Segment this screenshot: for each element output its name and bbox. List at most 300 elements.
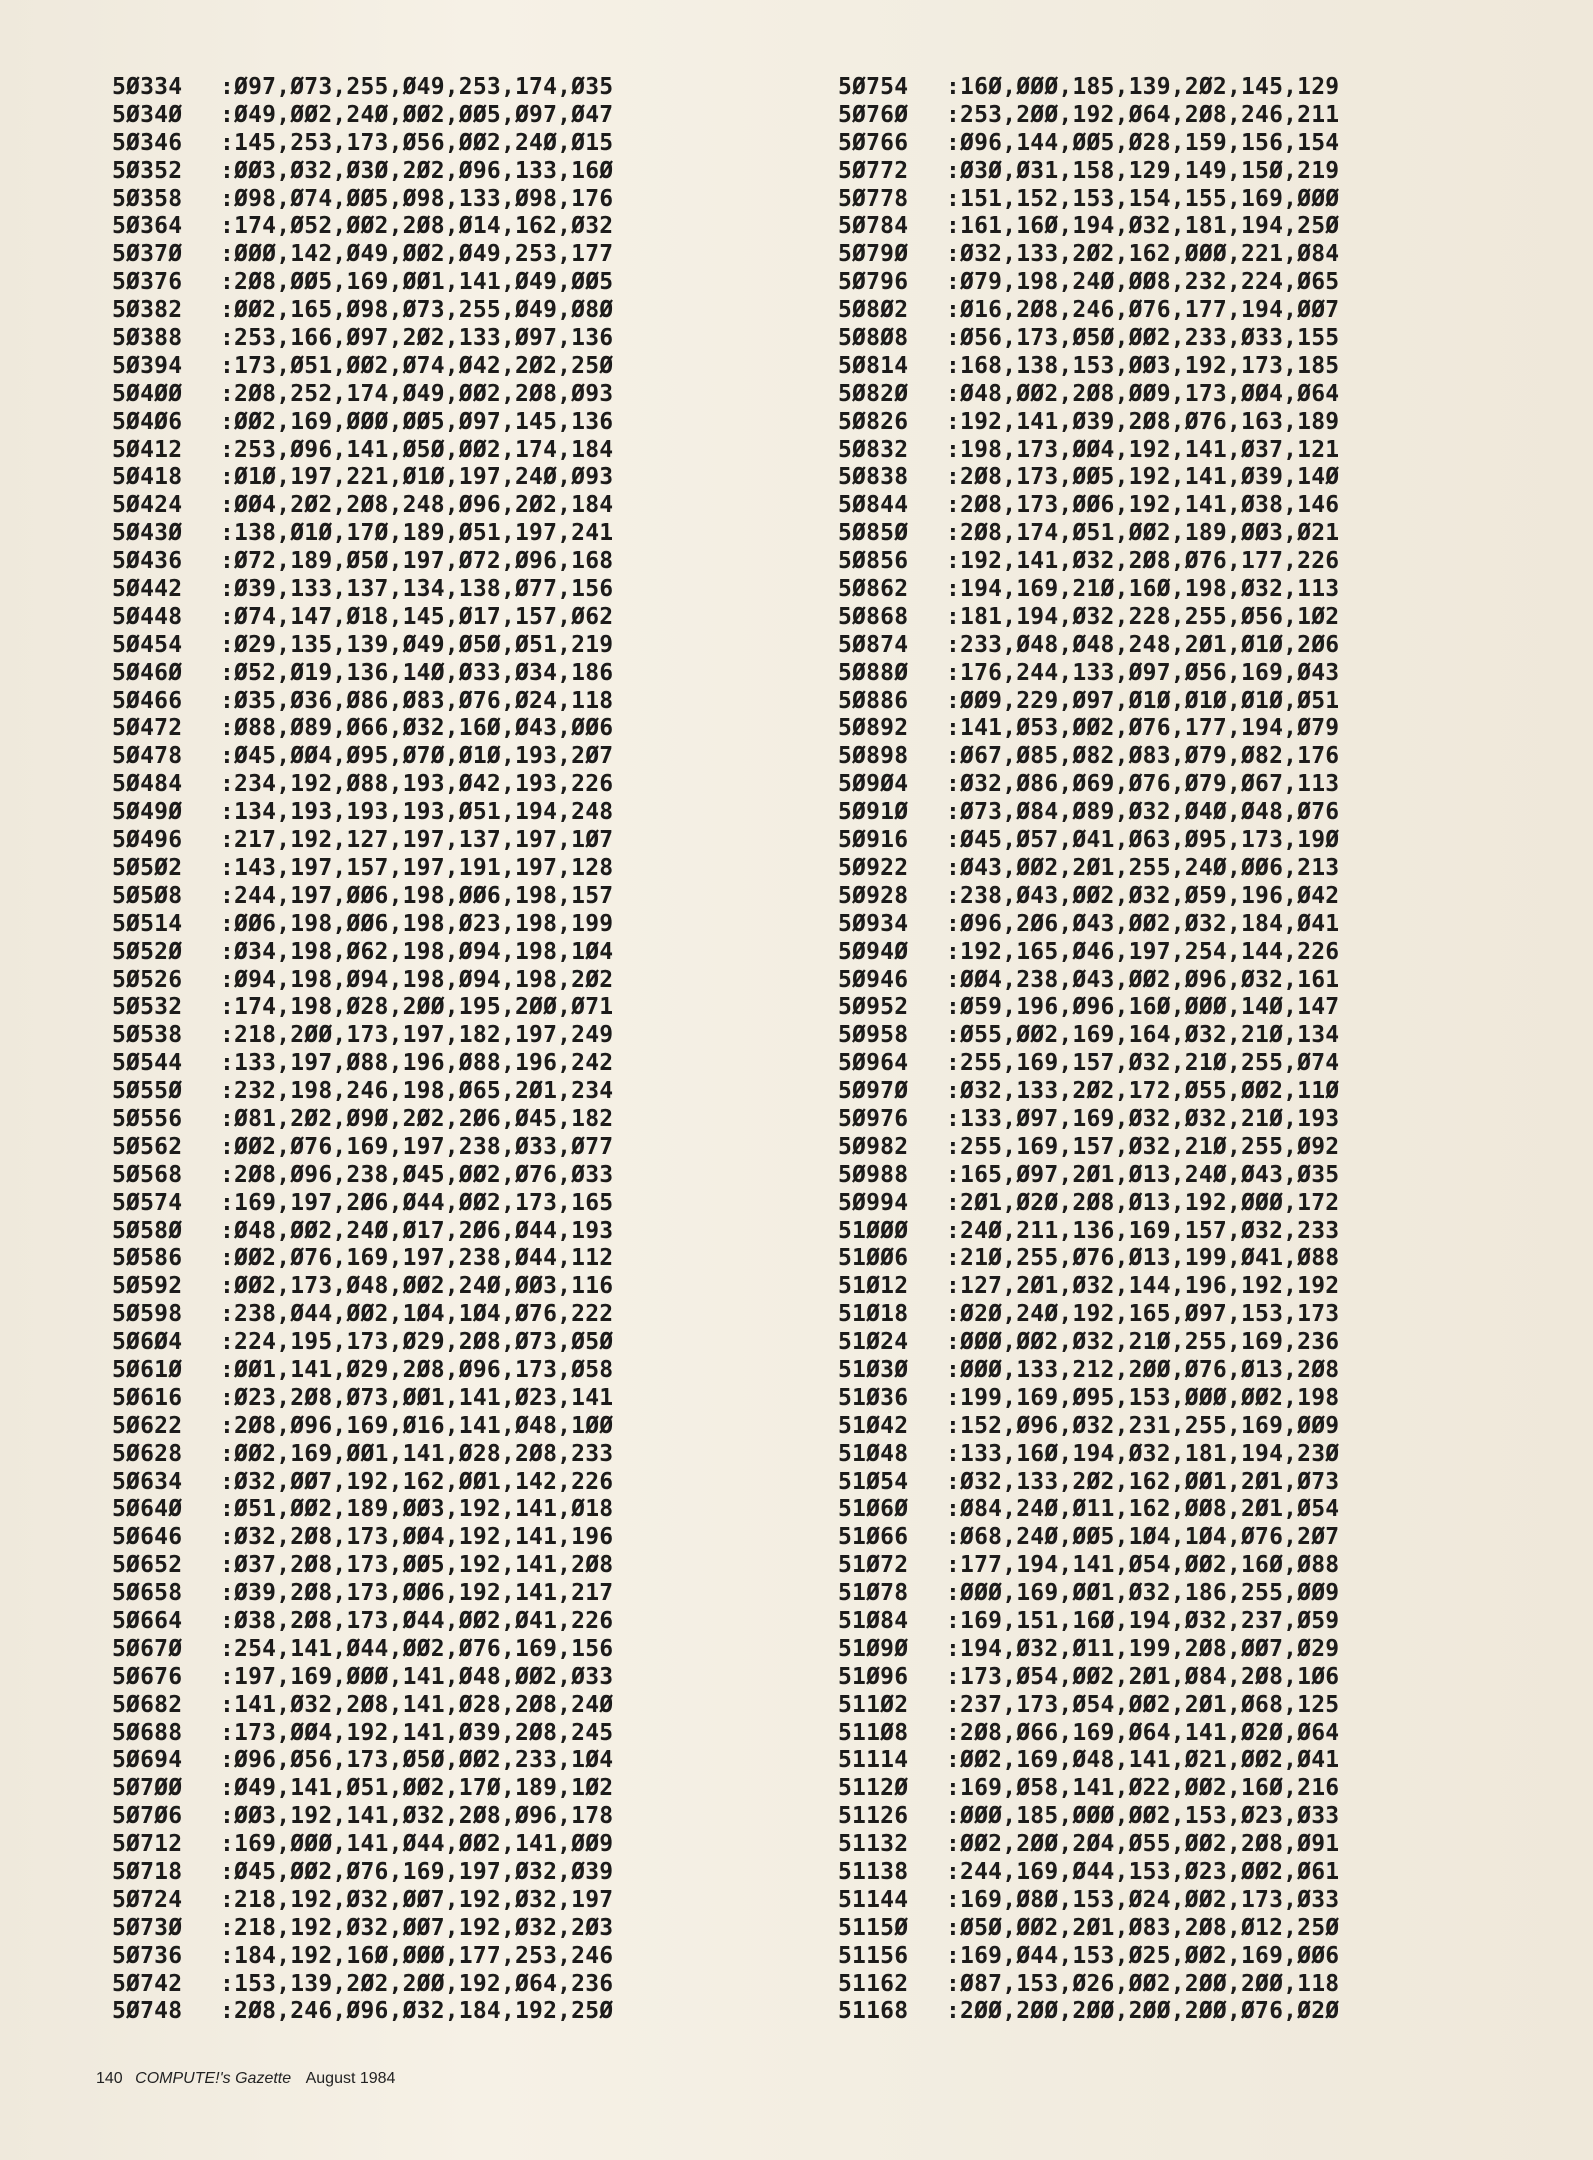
listing-line (112, 158, 613, 186)
line-address: 5Ø958 (838, 1022, 909, 1049)
line-data: :21Ø,255,Ø76,Ø13,199,Ø41,Ø88 (946, 1245, 1340, 1272)
line-address: 5Ø568 (112, 1161, 183, 1188)
line-address: 5Ø43Ø (112, 520, 183, 547)
listing-line (838, 1998, 1339, 2026)
line-data: :169,Ø8Ø,153,Ø24,ØØ2,173,Ø33 (946, 1886, 1340, 1913)
listing-line (838, 604, 1339, 632)
line-data: :198,173,ØØ4,192,141,Ø37,121 (946, 436, 1340, 463)
line-data: :2Ø8,246,Ø96,Ø32,184,192,25Ø (220, 1998, 614, 2025)
line-address: 5Ø346 (112, 129, 183, 156)
listing-line (112, 1106, 613, 1134)
line-data: :181,194,Ø32,228,255,Ø56,1Ø2 (946, 603, 1340, 630)
line-address: 5Ø7Ø6 (112, 1803, 183, 1830)
listing-line (838, 827, 1339, 855)
line-address: 5Ø8Ø8 (838, 325, 909, 352)
line-data: :234,192,Ø88,193,Ø42,193,226 (220, 771, 614, 798)
listing-line (838, 1106, 1339, 1134)
line-data: :127,2Ø1,Ø32,144,196,192,192 (946, 1273, 1340, 1300)
listing-line (112, 1496, 613, 1524)
line-address: 5Ø55Ø (112, 1078, 183, 1105)
line-address: 51Ø6Ø (838, 1496, 909, 1523)
line-data: :Ø32,ØØ7,192,162,ØØ1,142,226 (220, 1468, 614, 1495)
listing-line (112, 1943, 613, 1971)
line-address: 5Ø778 (838, 185, 909, 212)
line-data: :ØØ2,169,ØØ1,141,Ø28,2Ø8,233 (220, 1440, 614, 1467)
listing-line (112, 967, 613, 995)
listing-line (838, 130, 1339, 158)
listing-line (112, 1859, 613, 1887)
line-data: :218,192,Ø32,ØØ7,192,Ø32,2Ø3 (220, 1914, 614, 1941)
left-listing-column (112, 74, 613, 2026)
line-address: 5Ø646 (112, 1524, 183, 1551)
line-address: 5Ø952 (838, 994, 909, 1021)
listing-line (112, 1775, 613, 1803)
line-address: 51156 (838, 1942, 909, 1969)
line-data: :169,Ø44,153,Ø25,ØØ2,169,ØØ6 (946, 1942, 1340, 1969)
listing-line (112, 492, 613, 520)
line-address: 51Ø78 (838, 1580, 909, 1607)
line-address: 5Ø592 (112, 1273, 183, 1300)
line-data: :ØØ4,238,Ø43,ØØ2,Ø96,Ø32,161 (946, 966, 1340, 993)
line-data: :218,192,Ø32,ØØ7,192,Ø32,197 (220, 1886, 614, 1913)
line-address: 5Ø766 (838, 129, 909, 156)
listing-line (112, 743, 613, 771)
listing-line (838, 1245, 1339, 1273)
listing-line (838, 1022, 1339, 1050)
listing-line (112, 1162, 613, 1190)
line-data: :Ø51,ØØ2,189,ØØ3,192,141,Ø18 (220, 1496, 614, 1523)
listing-line (112, 1385, 613, 1413)
line-address: 5Ø7ØØ (112, 1775, 183, 1802)
line-data: :253,Ø96,141,Ø5Ø,ØØ2,174,184 (220, 436, 614, 463)
listing-line (838, 1580, 1339, 1608)
line-data: :Ø48,ØØ2,2Ø8,ØØ9,173,ØØ4,Ø64 (946, 380, 1340, 407)
listing-line (112, 1469, 613, 1497)
line-data: :141,Ø32,2Ø8,141,Ø28,2Ø8,24Ø (220, 1691, 614, 1718)
line-data: :138,Ø1Ø,17Ø,189,Ø51,197,241 (220, 520, 614, 547)
listing-line (838, 1469, 1339, 1497)
line-address: 51Ø48 (838, 1440, 909, 1467)
line-data: :Ø1Ø,197,221,Ø1Ø,197,24Ø,Ø93 (220, 464, 614, 491)
line-data: :2Ø8,173,ØØ6,192,141,Ø38,146 (946, 492, 1340, 519)
listing-line (838, 1887, 1339, 1915)
line-address: 51Ø9Ø (838, 1635, 909, 1662)
line-address: 51144 (838, 1886, 909, 1913)
listing-line (838, 102, 1339, 130)
line-data: :143,197,157,197,191,197,128 (220, 854, 614, 881)
listing-line (838, 1524, 1339, 1552)
line-address: 5Ø382 (112, 297, 183, 324)
line-address: 5Ø892 (838, 715, 909, 742)
line-data: :2Ø8,Ø96,238,Ø45,ØØ2,Ø76,Ø33 (220, 1161, 614, 1188)
line-data: :Ø5Ø,ØØ2,2Ø1,Ø83,2Ø8,Ø12,25Ø (946, 1914, 1340, 1941)
line-data: :Ø98,Ø74,ØØ5,Ø98,133,Ø98,176 (220, 185, 614, 212)
line-address: 51ØØØ (838, 1217, 909, 1244)
line-data: :Ø32,133,2Ø2,172,Ø55,ØØ2,11Ø (946, 1078, 1340, 1105)
listing-line (112, 855, 613, 883)
line-data: :254,141,Ø44,ØØ2,Ø76,169,156 (220, 1635, 614, 1662)
line-data: :Ø52,Ø19,136,14Ø,Ø33,Ø34,186 (220, 659, 614, 686)
line-data: :ØØ6,198,ØØ6,198,Ø23,198,199 (220, 910, 614, 937)
line-address: 5Ø334 (112, 74, 183, 100)
listing-line (112, 1692, 613, 1720)
line-address: 5115Ø (838, 1914, 909, 1941)
line-data: :Ø72,189,Ø5Ø,197,Ø72,Ø96,168 (220, 548, 614, 575)
line-data: :Ø32,133,2Ø2,162,ØØ1,2Ø1,Ø73 (946, 1468, 1340, 1495)
line-data: :255,169,157,Ø32,21Ø,255,Ø92 (946, 1133, 1340, 1160)
line-address: 5Ø454 (112, 631, 183, 658)
listing-line (112, 381, 613, 409)
line-data: :133,197,Ø88,196,Ø88,196,242 (220, 1050, 614, 1077)
line-address: 51168 (838, 1998, 909, 2025)
line-data: :Ø2Ø,24Ø,192,165,Ø97,153,173 (946, 1301, 1340, 1328)
listing-line (112, 1803, 613, 1831)
line-data: :Ø49,141,Ø51,ØØ2,17Ø,189,1Ø2 (220, 1775, 614, 1802)
line-address: 5Ø8Ø2 (838, 297, 909, 324)
line-data: :Ø55,ØØ2,169,164,Ø32,21Ø,134 (946, 1022, 1340, 1049)
listing-line (838, 325, 1339, 353)
line-address: 51162 (838, 1970, 909, 1997)
line-address: 5Ø526 (112, 966, 183, 993)
line-address: 51Ø84 (838, 1607, 909, 1634)
listing-line (838, 74, 1339, 102)
line-data: :133,Ø97,169,Ø32,Ø32,21Ø,193 (946, 1105, 1340, 1132)
line-data: :174,198,Ø28,2ØØ,195,2ØØ,Ø71 (220, 994, 614, 1021)
listing-line (838, 353, 1339, 381)
line-address: 5Ø724 (112, 1886, 183, 1913)
line-data: :ØØ2,Ø76,169,197,238,Ø44,112 (220, 1245, 614, 1272)
line-address: 5Ø94Ø (838, 938, 909, 965)
line-address: 51138 (838, 1859, 909, 1885)
line-address: 5Ø394 (112, 352, 183, 379)
line-data: :199,169,Ø95,153,ØØØ,ØØ2,198 (946, 1384, 1340, 1411)
listing-line (112, 1887, 613, 1915)
line-data: :ØØØ,ØØ2,Ø32,21Ø,255,169,236 (946, 1329, 1340, 1356)
listing-line (112, 1050, 613, 1078)
line-data: :Ø45,ØØ4,Ø95,Ø7Ø,Ø1Ø,193,2Ø7 (220, 743, 614, 770)
line-address: 5Ø868 (838, 603, 909, 630)
listing-line (838, 213, 1339, 241)
listing-line (838, 967, 1339, 995)
listing-line (112, 1831, 613, 1859)
line-address: 5Ø898 (838, 743, 909, 770)
line-data: :ØØ2,173,Ø48,ØØ2,24Ø,ØØ3,116 (220, 1273, 614, 1300)
line-address: 5Ø544 (112, 1050, 183, 1077)
line-data: :ØØ2,169,ØØØ,ØØ5,Ø97,145,136 (220, 408, 614, 435)
listing-line (838, 632, 1339, 660)
listing-line (838, 1720, 1339, 1748)
listing-line (838, 1664, 1339, 1692)
line-address: 5Ø742 (112, 1970, 183, 1997)
line-data: :Ø74,147,Ø18,145,Ø17,157,Ø62 (220, 603, 614, 630)
listing-line (112, 1357, 613, 1385)
listing-line (838, 158, 1339, 186)
listing-line (112, 1273, 613, 1301)
line-data: :217,192,127,197,137,197,1Ø7 (220, 827, 614, 854)
listing-line (112, 1915, 613, 1943)
line-data: :ØØØ,133,212,2ØØ,Ø76,Ø13,2Ø8 (946, 1356, 1340, 1383)
line-address: 5Ø442 (112, 576, 183, 603)
line-address: 5Ø436 (112, 548, 183, 575)
line-address: 5Ø946 (838, 966, 909, 993)
line-data: :151,152,153,154,155,169,ØØØ (946, 185, 1340, 212)
listing-line (112, 1329, 613, 1357)
listing-line (112, 1441, 613, 1469)
listing-line (838, 1050, 1339, 1078)
line-data: :ØØ2,Ø76,169,197,238,Ø33,Ø77 (220, 1133, 614, 1160)
listing-line (838, 464, 1339, 492)
line-data: :173,Ø54,ØØ2,2Ø1,Ø84,2Ø8,1Ø6 (946, 1663, 1340, 1690)
line-data: :Ø84,24Ø,Ø11,162,ØØ8,2Ø1,Ø54 (946, 1496, 1340, 1523)
magazine-name: COMPUTE!'s Gazette (135, 2070, 292, 2087)
line-data: :Ø16,2Ø8,246,Ø76,177,194,ØØ7 (946, 297, 1340, 324)
listing-line (112, 186, 613, 214)
listing-line (838, 492, 1339, 520)
listing-line (838, 1915, 1339, 1943)
line-data: :ØØ3,Ø32,Ø3Ø,2Ø2,Ø96,133,16Ø (220, 157, 614, 184)
line-address: 5Ø73Ø (112, 1914, 183, 1941)
line-data: :Ø43,ØØ2,2Ø1,255,24Ø,ØØ6,213 (946, 854, 1340, 881)
line-data: :Ø73,Ø84,Ø89,Ø32,Ø4Ø,Ø48,Ø76 (946, 799, 1340, 826)
line-data: :174,Ø52,ØØ2,2Ø8,Ø14,162,Ø32 (220, 213, 614, 240)
listing-line (112, 1664, 613, 1692)
line-data: :Ø94,198,Ø94,198,Ø94,198,2Ø2 (220, 966, 614, 993)
line-address: 5Ø928 (838, 882, 909, 909)
line-address: 5Ø586 (112, 1245, 183, 1272)
line-address: 5Ø556 (112, 1105, 183, 1132)
listing-line (838, 241, 1339, 269)
line-data: :232,198,246,198,Ø65,2Ø1,234 (220, 1078, 614, 1105)
line-data: :224,195,173,Ø29,2Ø8,Ø73,Ø5Ø (220, 1329, 614, 1356)
listing-line (112, 1218, 613, 1246)
line-address: 5Ø922 (838, 854, 909, 881)
listing-line (112, 1998, 613, 2026)
listing-line (112, 1078, 613, 1106)
line-address: 51Ø24 (838, 1329, 909, 1356)
line-address: 5Ø472 (112, 715, 183, 742)
listing-line (838, 660, 1339, 688)
listing-line (838, 799, 1339, 827)
line-data: :253,166,Ø97,2Ø2,133,Ø97,136 (220, 325, 614, 352)
line-address: 5Ø784 (838, 213, 909, 240)
line-address: 5Ø97Ø (838, 1078, 909, 1105)
line-data: :Ø32,133,2Ø2,162,ØØØ,221,Ø84 (946, 241, 1340, 268)
line-data: :169,Ø58,141,Ø22,ØØ2,16Ø,216 (946, 1775, 1340, 1802)
line-address: 5Ø622 (112, 1412, 183, 1439)
line-address: 5Ø61Ø (112, 1356, 183, 1383)
listing-line (838, 1636, 1339, 1664)
line-address: 5Ø754 (838, 74, 909, 100)
line-address: 5Ø52Ø (112, 938, 183, 965)
line-address: 5Ø934 (838, 910, 909, 937)
line-data: :168,138,153,ØØ3,192,173,185 (946, 352, 1340, 379)
listing-line (112, 464, 613, 492)
listing-line (112, 827, 613, 855)
listing-line (838, 1078, 1339, 1106)
listing-line (838, 1747, 1339, 1775)
line-data: :ØØ2,169,Ø48,141,Ø21,ØØ2,Ø41 (946, 1747, 1340, 1774)
listing-line (112, 994, 613, 1022)
line-address: 5Ø976 (838, 1105, 909, 1132)
line-address: 5Ø718 (112, 1859, 183, 1885)
line-data: :173,Ø51,ØØ2,Ø74,Ø42,2Ø2,25Ø (220, 352, 614, 379)
listing-line (838, 1357, 1339, 1385)
line-address: 5Ø376 (112, 269, 183, 296)
line-address: 5Ø85Ø (838, 520, 909, 547)
line-address: 5Ø982 (838, 1133, 909, 1160)
listing-line (838, 688, 1339, 716)
listing-line (112, 911, 613, 939)
listing-line (838, 1441, 1339, 1469)
listing-line (838, 1692, 1339, 1720)
line-address: 5Ø772 (838, 157, 909, 184)
line-address: 5Ø5Ø8 (112, 882, 183, 909)
line-data: :Ø81,2Ø2,Ø9Ø,2Ø2,2Ø6,Ø45,182 (220, 1105, 614, 1132)
line-data: :Ø56,173,Ø5Ø,ØØ2,233,Ø33,155 (946, 325, 1340, 352)
line-address: 5Ø676 (112, 1663, 183, 1690)
line-address: 51Ø3Ø (838, 1356, 909, 1383)
line-address: 5Ø712 (112, 1831, 183, 1858)
line-data: :161,16Ø,194,Ø32,181,194,25Ø (946, 213, 1340, 240)
line-address: 51Ø12 (838, 1273, 909, 1300)
listing-line (112, 548, 613, 576)
line-address: 5Ø58Ø (112, 1217, 183, 1244)
line-data: :2Ø8,174,Ø51,ØØ2,189,ØØ3,Ø21 (946, 520, 1340, 547)
listing-line (112, 1190, 613, 1218)
line-data: :Ø29,135,139,Ø49,Ø5Ø,Ø51,219 (220, 631, 614, 658)
line-address: 5Ø49Ø (112, 799, 183, 826)
line-address: 51Ø42 (838, 1412, 909, 1439)
listing-line (838, 1218, 1339, 1246)
listing-line (838, 1859, 1339, 1887)
issue-date: August 1984 (305, 2070, 396, 2087)
line-data: :Ø38,2Ø8,173,Ø44,ØØ2,Ø41,226 (220, 1607, 614, 1634)
line-data: :ØØ1,141,Ø29,2Ø8,Ø96,173,Ø58 (220, 1356, 614, 1383)
line-data: :141,Ø53,ØØ2,Ø76,177,194,Ø79 (946, 715, 1340, 742)
line-address: 5Ø358 (112, 185, 183, 212)
line-address: 5Ø4ØØ (112, 380, 183, 407)
line-data: :ØØ3,192,141,Ø32,2Ø8,Ø96,178 (220, 1803, 614, 1830)
line-address: 5Ø448 (112, 603, 183, 630)
listing-line (112, 325, 613, 353)
listing-line (112, 353, 613, 381)
line-data: :238,Ø44,ØØ2,1Ø4,1Ø4,Ø76,222 (220, 1301, 614, 1328)
listing-line (838, 1273, 1339, 1301)
line-data: :2Ø8,173,ØØ5,192,141,Ø39,14Ø (946, 464, 1340, 491)
line-data: :Ø87,153,Ø26,ØØ2,2ØØ,2ØØ,118 (946, 1970, 1340, 1997)
listing-line (838, 186, 1339, 214)
listing-line (838, 409, 1339, 437)
line-address: 5Ø79Ø (838, 241, 909, 268)
line-data: :Ø79,198,24Ø,ØØ8,232,224,Ø65 (946, 269, 1340, 296)
listing-line (838, 939, 1339, 967)
line-data: :Ø39,133,137,134,138,Ø77,156 (220, 576, 614, 603)
listing-line (112, 1747, 613, 1775)
line-data: :145,253,173,Ø56,ØØ2,24Ø,Ø15 (220, 129, 614, 156)
line-address: 5Ø76Ø (838, 101, 909, 128)
line-data: :152,Ø96,Ø32,231,255,169,ØØ9 (946, 1412, 1340, 1439)
listing-line (838, 855, 1339, 883)
listing-line (112, 1301, 613, 1329)
line-address: 5Ø91Ø (838, 799, 909, 826)
line-data: :134,193,193,193,Ø51,194,248 (220, 799, 614, 826)
line-data: :ØØ2,165,Ø98,Ø73,255,Ø49,Ø8Ø (220, 297, 614, 324)
listing-line (838, 381, 1339, 409)
line-data: :Ø3Ø,Ø31,158,129,149,15Ø,219 (946, 157, 1340, 184)
line-address: 5Ø664 (112, 1607, 183, 1634)
line-address: 51Ø18 (838, 1301, 909, 1328)
line-address: 5Ø862 (838, 576, 909, 603)
listing-line (838, 1134, 1339, 1162)
line-data: :192,141,Ø32,2Ø8,Ø76,177,226 (946, 548, 1340, 575)
line-address: 5Ø874 (838, 631, 909, 658)
line-address: 51Ø96 (838, 1663, 909, 1690)
line-address: 5Ø466 (112, 687, 183, 714)
listing-line (838, 1329, 1339, 1357)
line-address: 5Ø814 (838, 352, 909, 379)
line-address: 5Ø826 (838, 408, 909, 435)
listing-line (112, 1245, 613, 1273)
line-address: 5Ø46Ø (112, 659, 183, 686)
listing-line (838, 1496, 1339, 1524)
line-data: :Ø67,Ø85,Ø82,Ø83,Ø79,Ø82,176 (946, 743, 1340, 770)
listing-line (112, 297, 613, 325)
line-address: 5Ø67Ø (112, 1635, 183, 1662)
listing-line (112, 771, 613, 799)
listing-line (838, 1971, 1339, 1999)
right-listing-column (838, 74, 1339, 2026)
line-address: 5Ø688 (112, 1719, 183, 1746)
listing-line (112, 604, 613, 632)
line-data: :2Ø8,Ø96,169,Ø16,141,Ø48,1ØØ (220, 1412, 614, 1439)
line-data: :165,Ø97,2Ø1,Ø13,24Ø,Ø43,Ø35 (946, 1161, 1340, 1188)
line-data: :Ø32,Ø86,Ø69,Ø76,Ø79,Ø67,113 (946, 771, 1340, 798)
line-data: :Ø97,Ø73,255,Ø49,253,174,Ø35 (220, 74, 614, 100)
listing-line (112, 1413, 613, 1441)
line-address: 5Ø964 (838, 1050, 909, 1077)
line-data: :ØØ2,2ØØ,2Ø4,Ø55,ØØ2,2Ø8,Ø91 (946, 1831, 1340, 1858)
listing-line (112, 715, 613, 743)
line-data: :238,Ø43,ØØ2,Ø32,Ø59,196,Ø42 (946, 882, 1340, 909)
line-data: :2ØØ,2ØØ,2ØØ,2ØØ,2ØØ,Ø76,Ø2Ø (946, 1998, 1340, 2025)
listing-line (112, 1022, 613, 1050)
listing-line (112, 213, 613, 241)
line-data: :176,244,133,Ø97,Ø56,169,Ø43 (946, 659, 1340, 686)
line-address: 5Ø352 (112, 157, 183, 184)
line-address: 51114 (838, 1747, 909, 1774)
listing-line (838, 520, 1339, 548)
listing-line (112, 939, 613, 967)
page-footer (96, 2070, 395, 2088)
listing-line (838, 1552, 1339, 1580)
line-address: 5Ø34Ø (112, 101, 183, 128)
line-address: 51Ø54 (838, 1468, 909, 1495)
listing-line (112, 1720, 613, 1748)
line-data: :ØØØ,185,ØØØ,ØØ2,153,Ø23,Ø33 (946, 1803, 1340, 1830)
listing-line (112, 1608, 613, 1636)
line-data: :169,ØØØ,141,Ø44,ØØ2,141,ØØ9 (220, 1831, 614, 1858)
line-address: 51Ø66 (838, 1524, 909, 1551)
line-data: :153,139,2Ø2,2ØØ,192,Ø64,236 (220, 1970, 614, 1997)
line-address: 5Ø736 (112, 1942, 183, 1969)
line-data: :194,169,21Ø,16Ø,198,Ø32,113 (946, 576, 1340, 603)
line-data: :244,197,ØØ6,198,ØØ6,198,157 (220, 882, 614, 909)
line-data: :255,169,157,Ø32,21Ø,255,Ø74 (946, 1050, 1340, 1077)
line-data: :2Ø8,ØØ5,169,ØØ1,141,Ø49,ØØ5 (220, 269, 614, 296)
listing-line (112, 1580, 613, 1608)
listing-line (112, 1636, 613, 1664)
line-data: :Ø45,ØØ2,Ø76,169,197,Ø32,Ø39 (220, 1859, 614, 1885)
